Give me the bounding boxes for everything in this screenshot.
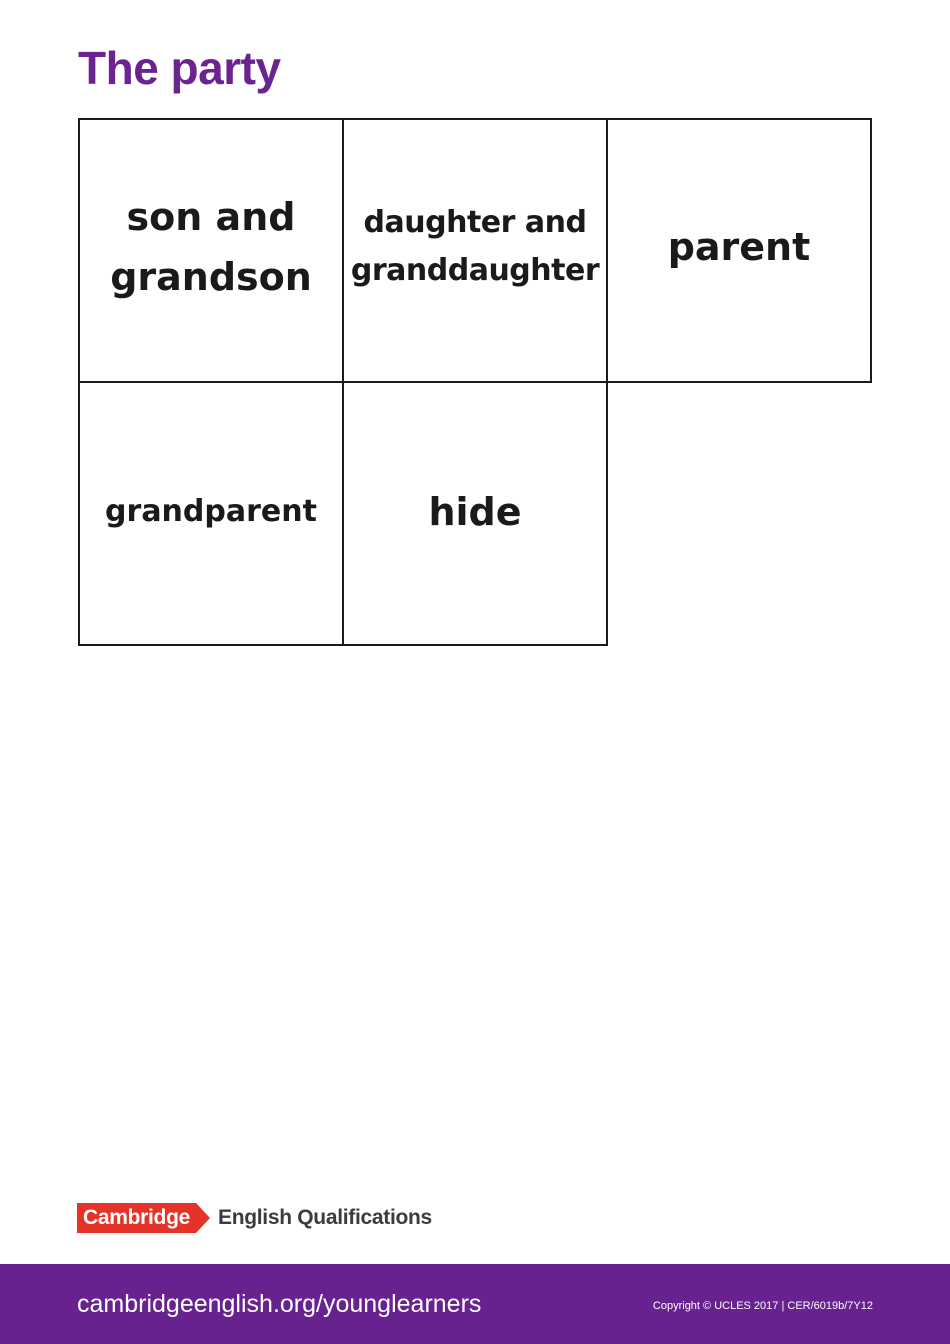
word-card-grandparent	[78, 381, 344, 646]
footer-url[interactable]: cambridgeenglish.org/younglearners	[77, 1290, 482, 1318]
word-card-hide	[342, 381, 608, 646]
word-card-son-and-grandson	[78, 118, 344, 383]
footer-copyright: Copyright © UCLES 2017 | CER/6019b/7Y12	[652, 1300, 873, 1312]
word-card-daughter-and-granddaughter	[342, 118, 608, 383]
card-text-line: son and	[126, 194, 296, 239]
word-card-parent	[606, 118, 872, 383]
card-text-line: daughter and	[363, 204, 587, 240]
card-text-line: parent	[667, 224, 811, 269]
card-text-line: hide	[428, 489, 522, 534]
cambridge-logo	[77, 1203, 432, 1233]
english-qualifications-label: English Qualifications	[218, 1206, 432, 1229]
page-title: The party	[78, 42, 281, 94]
card-text-line: grandson	[110, 254, 312, 299]
card-text-line: grandparent	[105, 493, 317, 529]
footer-bar	[0, 1264, 950, 1344]
cambridge-badge: Cambridge	[77, 1203, 196, 1233]
word-card-grid	[78, 118, 872, 646]
card-text-line: granddaughter	[350, 252, 600, 288]
